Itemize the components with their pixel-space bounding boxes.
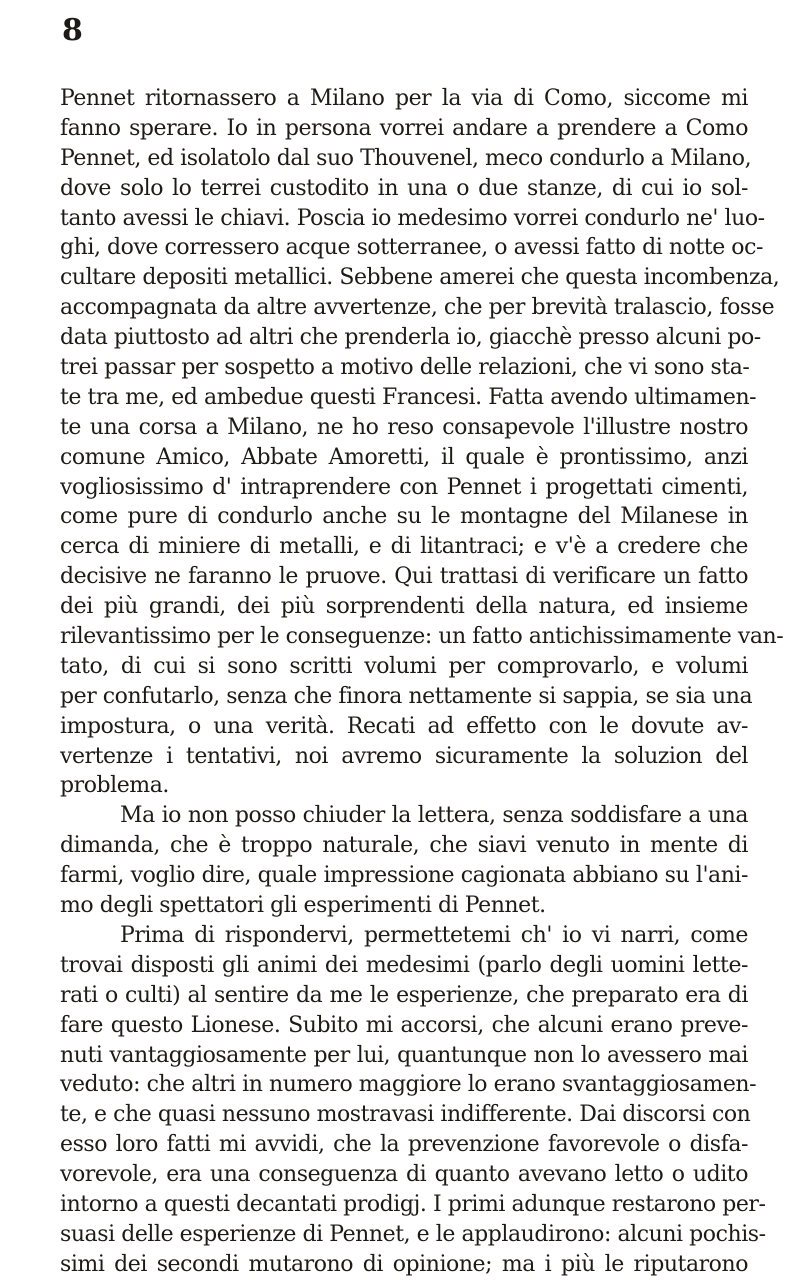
text-line: esso loro fatti mi avvidi, che la prevenzione favorevole o disfa-	[60, 1132, 748, 1158]
text-line: vogliosissimo d' intraprendere con Pennet i progettati cimenti,	[60, 474, 748, 500]
text-line: cultare depositi metallici. Sebbene amerei che questa incombenza,	[60, 265, 780, 291]
paragraph-start-line: Ma io non posso chiuder la lettera, senza soddisfare a una	[120, 803, 748, 829]
paragraph-start-line: Prima di rispondervi, permettetemi ch' io vi narri, come	[120, 922, 748, 948]
text-line: decisive ne faranno le pruove. Qui trattasi di verificare un fatto	[60, 564, 748, 590]
text-line: dei più grandi, dei più sorprendenti della natura, ed insieme	[60, 594, 748, 620]
text-line: vertenze i tentativi, noi avremo sicuramente la soluzion del	[60, 743, 748, 769]
text-line: veduto: che altri in numero maggiore lo erano svantaggiosamen-	[60, 1072, 757, 1098]
text-line: accompagnata da altre avvertenze, che per brevità tralascio, fosse	[60, 295, 775, 321]
text-line: simi dei secondi mutarono di opinione; ma i più le riputarono	[60, 1251, 748, 1277]
text-line: intorno a questi decantati prodigj. I primi adunque restarono per-	[60, 1191, 766, 1217]
text-line: fanno sperare. Io in persona vorrei andare a prendere a Como	[60, 115, 748, 141]
body-text	[60, 84, 784, 1280]
text-line: nuti vantaggiosamente per lui, quantunque non lo avessero mai	[60, 1042, 748, 1068]
text-line: dimanda, che è troppo naturale, che siavi venuto in mente di	[60, 833, 748, 859]
text-line: rilevantissimo per le conseguenze: un fatto antichissimamente van-	[60, 624, 784, 650]
text-line: ghi, dove corressero acque sotterranee, o avessi fatto di notte oc-	[60, 235, 763, 261]
text-line: farmi, voglio dire, quale impressione cagionata abbiano su l'ani-	[60, 863, 748, 889]
text-line: rati o culti) al sentire da me le esperienze, che preparato era di	[60, 982, 748, 1008]
text-line: fare questo Lionese. Subito mi accorsi, che alcuni erano preve-	[60, 1012, 748, 1038]
text-line: tato, di cui si sono scritti volumi per comprovarlo, e volumi	[60, 653, 748, 679]
text-line: trovai disposti gli animi dei medesimi (parlo degli uomini lette-	[60, 952, 748, 978]
paragraph-end-line: mo degli spettatori gli esperimenti di Pennet.	[60, 893, 546, 919]
text-line: per confutarlo, senza che finora nettamente si sappia, se sia una	[60, 683, 753, 709]
text-line: Pennet, ed isolatolo dal suo Thouvenel, meco condurlo a Milano,	[60, 145, 752, 171]
paragraph-end-line: problema.	[60, 773, 169, 799]
text-line: cerca di miniere di metalli, e di litantraci; e v'è a credere che	[60, 534, 748, 560]
text-line: tanto avessi le chiavi. Poscia io medesimo vorrei condurlo ne' luo-	[60, 205, 765, 231]
text-line: suasi delle esperienze di Pennet, e le applaudirono: alcuni pochis-	[60, 1221, 766, 1247]
text-line: te, e che quasi nessuno mostravasi indifferente. Dai discorsi con	[60, 1102, 751, 1128]
text-line: vorevole, era una conseguenza di quanto avevano letto o udito	[60, 1162, 748, 1188]
text-line: impostura, o una verità. Recati ad effetto con le dovute av-	[60, 713, 748, 739]
text-line: data piuttosto ad altri che prenderla io, giacchè presso alcuni po-	[60, 325, 761, 351]
text-line: te una corsa a Milano, ne ho reso consapevole l'illustre nostro	[60, 414, 748, 440]
text-line: te tra me, ed ambedue questi Francesi. Fatta avendo ultimamen-	[60, 384, 757, 410]
text-line: trei passar per sospetto a motivo delle relazioni, che vi sono sta-	[60, 355, 750, 381]
text-line: Pennet ritornassero a Milano per la via di Como, siccome mi	[60, 86, 748, 111]
page-number: 8	[62, 13, 83, 48]
text-line: dove solo lo terrei custodito in una o due stanze, di cui io sol-	[60, 175, 748, 201]
text-line: come pure di condurlo anche su le montagne del Milanese in	[60, 504, 748, 530]
text-line: comune Amico, Abbate Amoretti, il quale è prontissimo, anzi	[60, 444, 748, 470]
